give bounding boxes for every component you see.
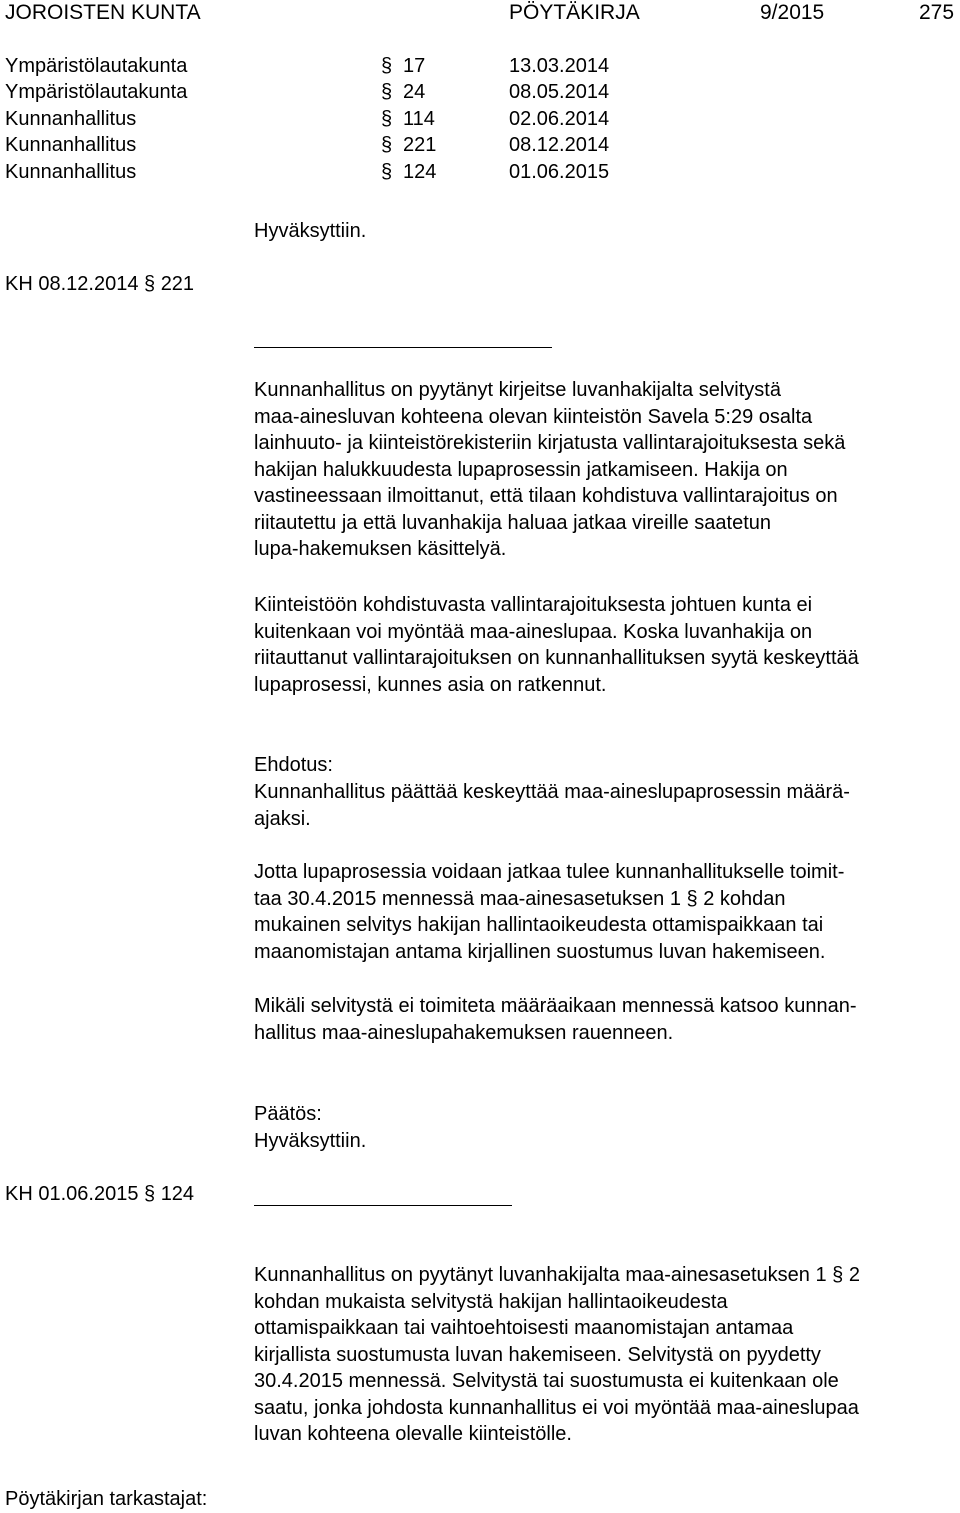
section-sign-icon: § — [832, 1264, 844, 1286]
decision-text: Hyväksyttiin. — [254, 1130, 367, 1152]
history-body: Ympäristölautakunta — [5, 55, 188, 77]
kh-reference-section: 221 — [160, 273, 195, 295]
organization-name: JOROISTEN KUNTA — [5, 1, 201, 24]
text-line: riitautettu ja että luvanhakija haluaa jatkaa vireille saatetun — [254, 511, 771, 534]
text-line — [254, 1262, 960, 1289]
text-line: kirjallista suostumusta luvan hakemiseen. Selvitystä on pyydetty — [254, 1343, 821, 1366]
history-date: 08.12.2014 — [509, 134, 610, 156]
section-sign-icon: § — [144, 273, 156, 295]
text-line: luvan kohteena olevalle kiinteistölle. — [254, 1423, 572, 1445]
history-section: 17 — [403, 55, 426, 77]
text-line: lupa-hakemuksen käsittelyä. — [254, 538, 507, 560]
paragraph — [254, 779, 960, 832]
section-sign-icon: § — [381, 55, 393, 77]
paragraph — [254, 859, 960, 965]
page-number: 275 — [919, 1, 955, 24]
previous-decision: Hyväksyttiin. — [254, 220, 367, 242]
text-line: Jotta lupaprosessia voidaan jatkaa tulee kunnanhallitukselle toimit- — [254, 861, 845, 883]
text-line: maa-ainesluvan kohteena olevan kiinteistön Savela 5:29 osalta — [254, 405, 813, 428]
history-section: 221 — [403, 134, 437, 156]
text-line: Kunnanhallitus päättää keskeyttää maa-aineslupaprosessin määrä- — [254, 781, 850, 803]
text-segment: 2 — [848, 1264, 860, 1286]
text-line: lainhuuto- ja kiinteistörekisteriin kirjatusta vallintarajoituksesta sekä — [254, 432, 846, 454]
text-line: vastineessaan ilmoittanut, että tilaan kohdistuva vallintarajoitus on — [254, 485, 838, 507]
text-segment: Kunnanhallitus on pyytänyt luvanhakijalta maa-ainesasetuksen 1 — [254, 1264, 827, 1286]
paragraph — [254, 993, 960, 1046]
text-line: maanomistajan antama kirjallinen suostumus luvan hakemiseen. — [254, 940, 826, 963]
text-segment: 2 kohdan — [703, 887, 786, 910]
paragraph — [254, 377, 960, 563]
text-line: mukainen selvitys hakijan hallintaoikeudesta ottamispaikkaan tai — [254, 914, 824, 936]
text-line: kuitenkaan voi myöntää maa-aineslupaa. Koska luvanhakija on — [254, 620, 813, 643]
paragraph — [254, 1262, 960, 1448]
text-line: Kunnanhallitus on pyytänyt kirjeitse luvanhakijalta selvitystä — [254, 379, 781, 401]
text-line: Mikäli selvitystä ei toimiteta määräaikaan mennessä katsoo kunnan- — [254, 995, 857, 1017]
decision-label: Päätös: — [254, 1103, 322, 1125]
kh-reference — [5, 1181, 194, 1208]
text-segment: taa 30.4.2015 mennessä maa-ainesasetuksen 1 — [254, 887, 681, 910]
text-line: kohdan mukaista selvitystä hakijan hallintaoikeudesta — [254, 1290, 728, 1313]
text-line: ajaksi. — [254, 807, 311, 830]
history-body: Kunnanhallitus — [5, 161, 137, 183]
text-line: lupaprosessi, kunnes asia on ratkennut. — [254, 673, 607, 696]
section-sign-icon: § — [381, 81, 393, 103]
history-section: 24 — [403, 81, 426, 103]
section-sign-icon: § — [381, 161, 393, 183]
history-date: 08.05.2014 — [509, 81, 610, 103]
proposal-label: Ehdotus: — [254, 754, 333, 776]
kh-reference-date: KH 08.12.2014 — [5, 273, 139, 295]
text-line: ottamispaikkaan tai vaihtoehtoisesti maanomistajan antamaa — [254, 1317, 794, 1339]
history-date: 13.03.2014 — [509, 55, 610, 77]
section-sign-icon: § — [144, 1183, 156, 1205]
kh-reference — [5, 271, 194, 298]
kh-reference-section: 124 — [160, 1183, 195, 1205]
text-line: riitauttanut vallintarajoituksen on kunnanhallituksen syytä keskeyttää — [254, 647, 859, 669]
text-line: 30.4.2015 mennessä. Selvitystä tai suostumusta ei kuitenkaan ole — [254, 1370, 839, 1392]
history-date: 02.06.2014 — [509, 108, 610, 130]
paragraph — [254, 592, 960, 698]
text-line: hakijan halukkuudesta lupaprosessin jatkamiseen. Hakija on — [254, 458, 788, 481]
section-sign-icon: § — [381, 108, 393, 130]
signature-line — [254, 1205, 512, 1206]
history-body: Kunnanhallitus — [5, 134, 137, 156]
reviewers-label: Pöytäkirjan tarkastajat: — [5, 1488, 208, 1510]
history-body: Ympäristölautakunta — [5, 81, 188, 103]
section-sign-icon: § — [686, 887, 698, 910]
history-body: Kunnanhallitus — [5, 108, 137, 130]
text-line: Kiinteistöön kohdistuvasta vallintarajoituksesta johtuen kunta ei — [254, 594, 813, 616]
history-section: 114 — [403, 108, 435, 130]
text-line — [254, 886, 960, 913]
history-section: 124 — [403, 161, 437, 183]
text-line: saatu, jonka johdosta kunnanhallitus ei voi myöntää maa-aineslupaa — [254, 1396, 859, 1419]
document-number: 9/2015 — [760, 1, 825, 24]
section-sign-icon: § — [381, 134, 393, 156]
history-date: 01.06.2015 — [509, 161, 610, 183]
signature-line — [254, 347, 552, 348]
kh-reference-date: KH 01.06.2015 — [5, 1183, 139, 1205]
text-line: hallitus maa-aineslupahakemuksen rauenneen. — [254, 1021, 674, 1044]
document-type: PÖYTÄKIRJA — [509, 1, 640, 24]
